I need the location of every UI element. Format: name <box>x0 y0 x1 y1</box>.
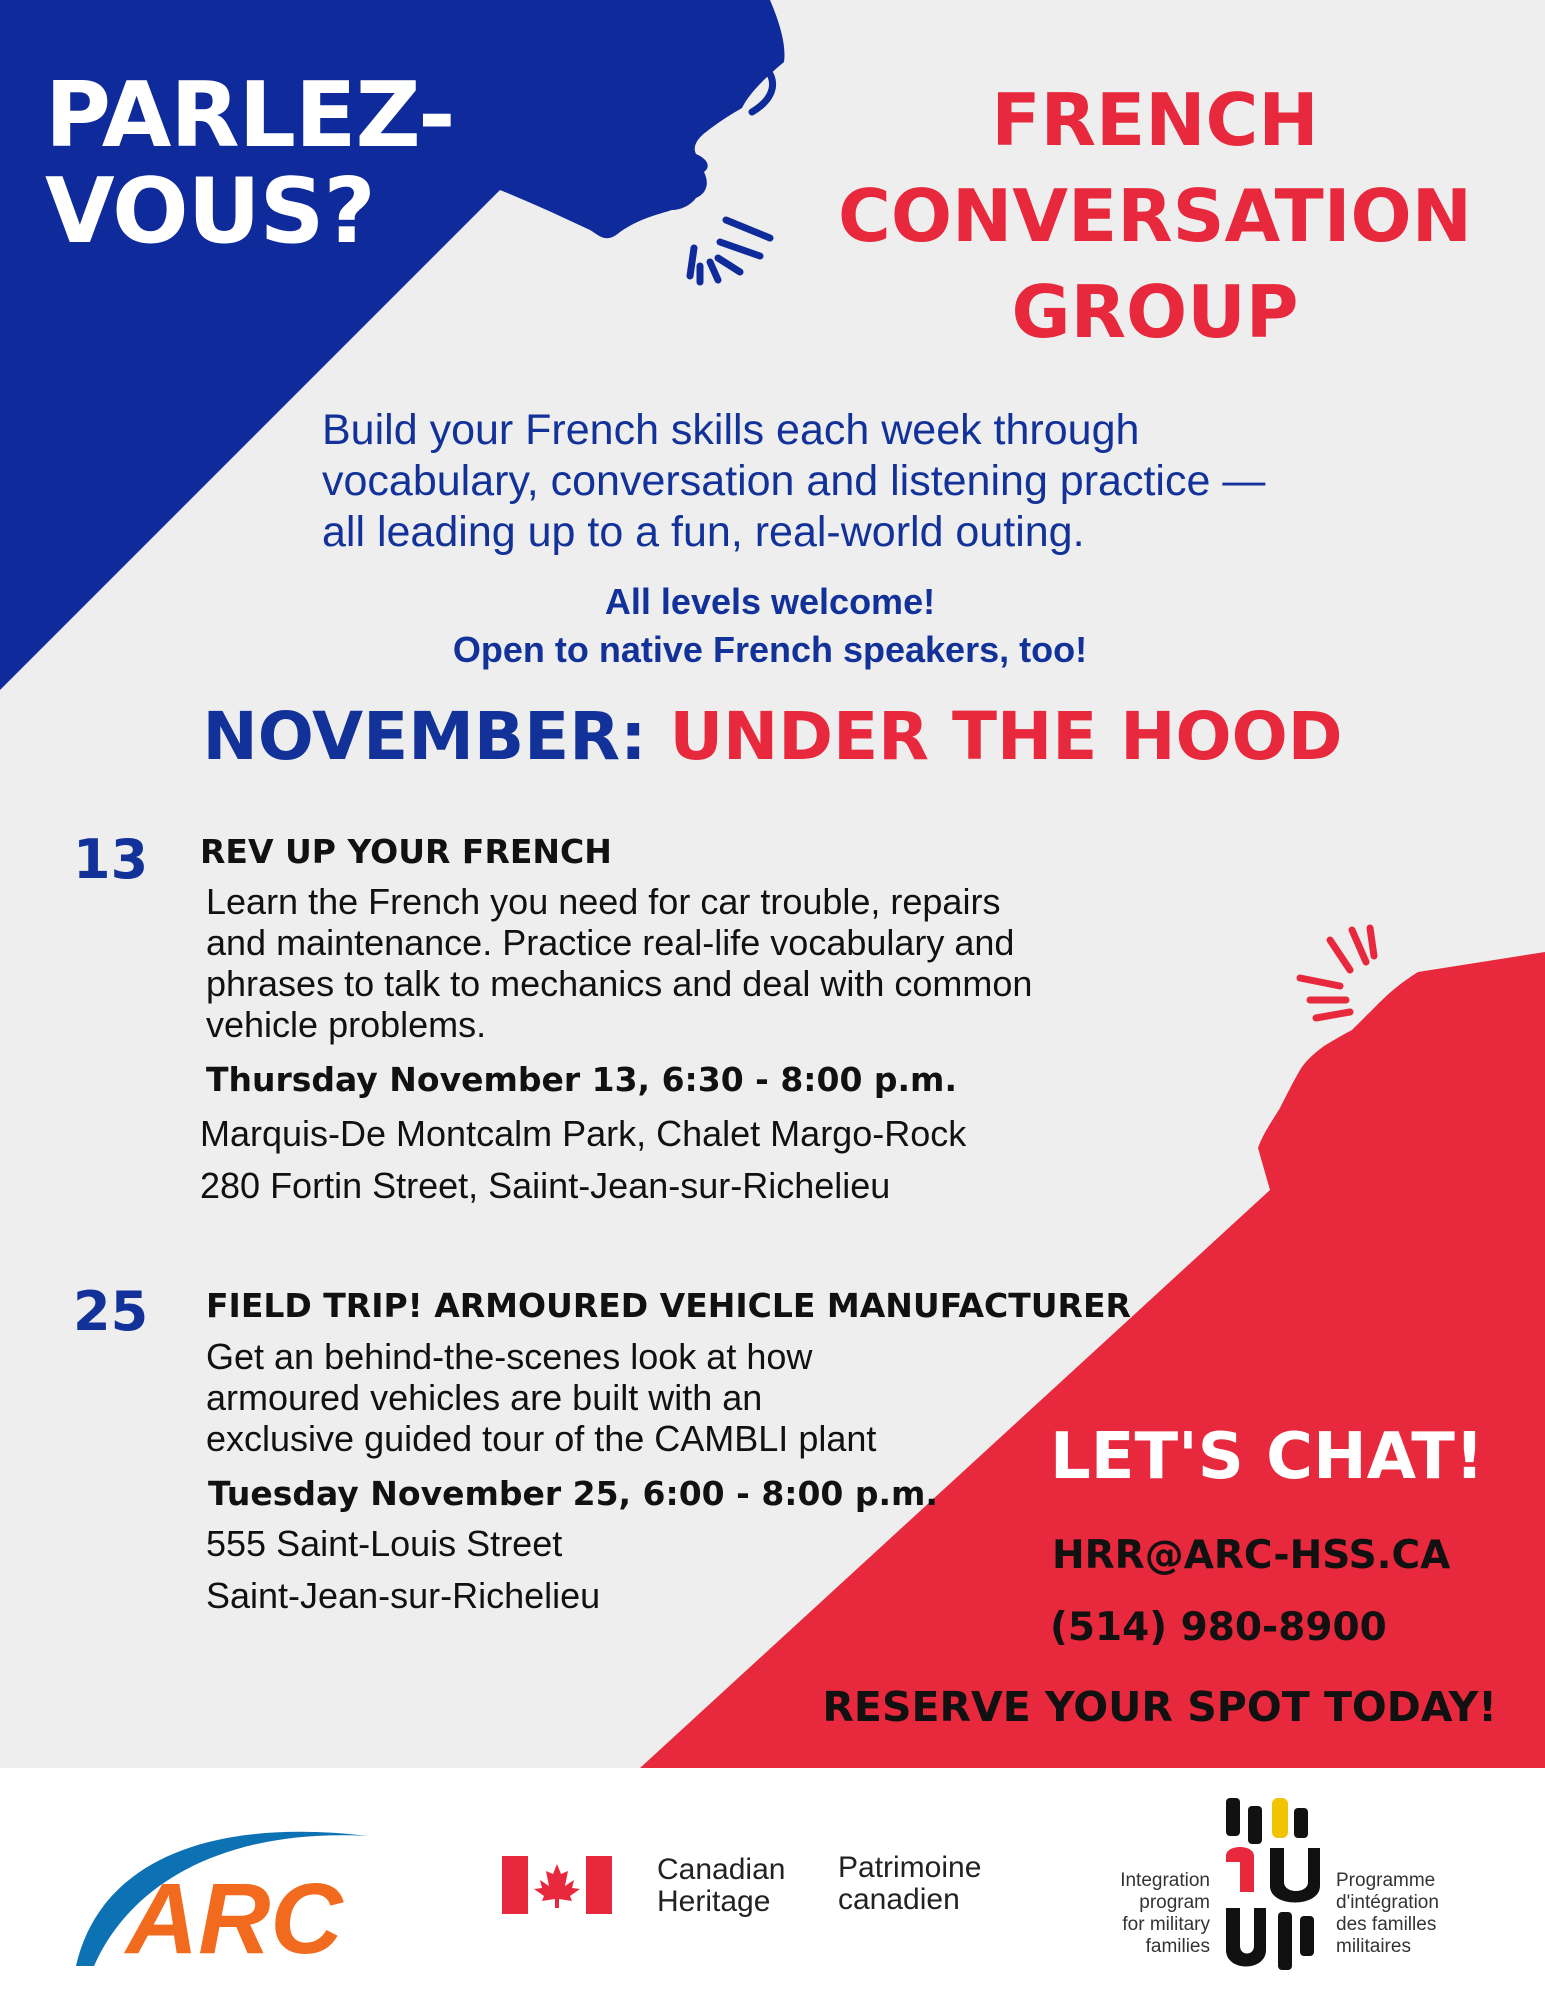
arc-logo <box>68 1798 378 1968</box>
ipmf-line: for military <box>1122 1914 1210 1935</box>
levels-line: All levels welcome! <box>604 581 936 622</box>
contact-phone[interactable]: (514) 980-8900 <box>1050 1605 1387 1650</box>
ipmf-logo-mark <box>1222 1796 1322 1978</box>
title-parlez-vous <box>45 63 465 264</box>
ipmf-line: Integration <box>1120 1870 1210 1891</box>
ipmf-text-fr <box>1336 1870 1486 1958</box>
ipmf-line: militaires <box>1336 1936 1411 1957</box>
ipmf-line: program <box>1139 1892 1210 1913</box>
intro-paragraph <box>322 405 1502 558</box>
heritage-line: Canadian <box>657 1853 786 1886</box>
intro-line: all leading up to a fun, real-world outing. <box>322 508 1085 556</box>
footer-logos <box>0 1768 1545 2000</box>
canada-flag-icon <box>502 1856 612 1914</box>
arc-logo-text: ARC <box>126 1863 343 1968</box>
title-line: GROUP <box>1011 270 1299 354</box>
contact-email[interactable]: HRR@ARC-HSS.CA <box>1052 1533 1451 1578</box>
location-line: Marquis-De Montcalm Park, Chalet Margo-Rock <box>200 1113 967 1154</box>
event-title: FIELD TRIP! ARMOURED VEHICLE MANUFACTURER <box>206 1286 1131 1325</box>
ipmf-line: Programme <box>1336 1870 1436 1891</box>
month-heading <box>0 695 1545 779</box>
description-line: Get an behind-the-scenes look at how <box>206 1336 813 1377</box>
shout-lines-red <box>1300 928 1374 1018</box>
patrimoine-canadien-fr <box>838 1852 981 1916</box>
heritage-line: Patrimoine <box>838 1851 982 1884</box>
shout-lines-blue <box>690 220 770 282</box>
ipmf-line: d'intégration <box>1336 1892 1439 1913</box>
location-line: 280 Fortin Street, Saiint-Jean-sur-Richelieu <box>200 1165 891 1206</box>
month-label: NOVEMBER: <box>202 698 647 775</box>
heritage-line: canadien <box>838 1883 960 1916</box>
description-line: Learn the French you need for car trouble, repairs <box>206 881 1001 922</box>
description-line: armoured vehicles are built with an <box>206 1377 763 1418</box>
event-title: REV UP YOUR FRENCH <box>200 832 612 871</box>
event-day-number: 25 <box>73 1280 149 1343</box>
description-line: exclusive guided tour of the CAMBLI plant <box>206 1418 877 1459</box>
ipmf-line: des familles <box>1336 1914 1437 1935</box>
title-line: PARLEZ- <box>45 63 455 168</box>
title-french-conversation-group <box>835 72 1475 360</box>
event-datetime: Tuesday November 25, 6:00 - 8:00 p.m. <box>208 1474 938 1513</box>
heritage-line: Heritage <box>657 1885 771 1918</box>
title-line: VOUS? <box>45 159 375 264</box>
ipmf-line: families <box>1145 1936 1210 1957</box>
levels-line: Open to native French speakers, too! <box>452 629 1088 670</box>
title-line: FRENCH <box>991 78 1319 162</box>
month-theme: UNDER THE HOOD <box>669 698 1343 775</box>
location-line: 555 Saint-Louis Street <box>206 1523 563 1564</box>
intro-line: vocabulary, conversation and listening practice — <box>322 457 1266 505</box>
description-line: and maintenance. Practice real-life vocabulary and <box>206 922 1015 963</box>
event-location <box>200 1108 1200 1212</box>
event-description <box>206 881 1206 1045</box>
event-datetime: Thursday November 13, 6:30 - 8:00 p.m. <box>206 1060 957 1099</box>
event-location <box>206 1518 906 1622</box>
description-line: vehicle problems. <box>206 1004 487 1045</box>
reserve-cta: RESERVE YOUR SPOT TODAY! <box>822 1683 1497 1731</box>
ipmf-text-en <box>1090 1870 1210 1958</box>
canadian-heritage-en <box>657 1854 785 1918</box>
description-line: phrases to talk to mechanics and deal with common <box>206 963 1033 1004</box>
event-description <box>206 1336 1006 1459</box>
lets-chat-heading: LET'S CHAT! <box>1050 1420 1485 1494</box>
event-day-number: 13 <box>73 828 149 891</box>
title-line: CONVERSATION <box>837 174 1472 258</box>
levels-note <box>250 578 1290 674</box>
location-line: Saint-Jean-sur-Richelieu <box>206 1575 601 1616</box>
intro-line: Build your French skills each week through <box>322 406 1140 454</box>
